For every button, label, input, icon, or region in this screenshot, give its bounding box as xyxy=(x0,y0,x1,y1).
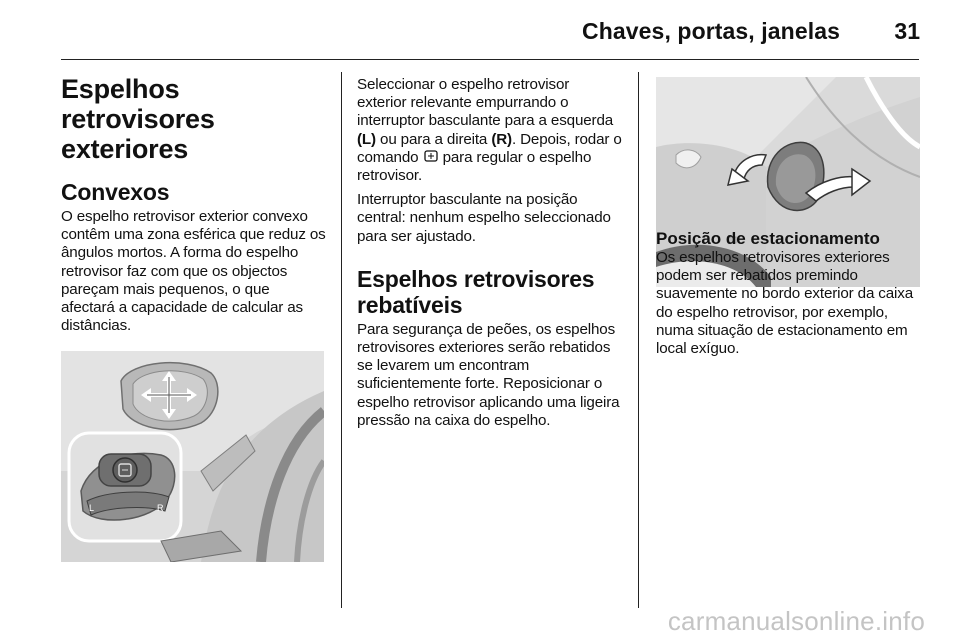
figure-mirror-switch-illustration xyxy=(61,351,324,562)
subtitle-convexos: Convexos xyxy=(61,179,170,205)
text-select-part1: Seleccionar o espelho retrovisor exterior relevante empurrando o interruptor basculante para a esquerda xyxy=(357,76,614,130)
column-divider-1 xyxy=(341,72,342,608)
paragraph-convexos: O espelho retrovisor exterior convexo contêm uma zona esférica que reduz os ângulos mortos. A forma do espelho retrovisor faz com que os objectos pareçam mais pequenos, o que afectará a capacidade de calcular as distâncias. xyxy=(61,208,326,335)
text-bold-r: (R) xyxy=(491,130,512,148)
paragraph-select-mirror xyxy=(357,76,622,185)
column-2 xyxy=(357,76,622,430)
switch-label-l: L xyxy=(89,503,95,513)
paragraph-central-position: Interruptor basculante na posição central: nenhum espelho seleccionado para ser ajustado. xyxy=(357,191,611,245)
switch-label-r: R xyxy=(157,503,164,513)
column-1 xyxy=(61,74,326,387)
header-title: Chaves, portas, janelas xyxy=(582,18,840,44)
column-3 xyxy=(656,229,920,358)
text-select-part4: para regular o espelho retrovisor. xyxy=(357,148,592,185)
subtitle-estacionamento: Posição de estacionamento xyxy=(656,229,880,248)
figure-mirror-switch xyxy=(61,351,324,562)
subtitle-rebativeis: Espelhos retrovisores rebatíveis xyxy=(357,265,595,318)
text-select-part2: ou para a direita xyxy=(375,130,492,148)
column-divider-2 xyxy=(638,72,639,608)
mirror-adjust-icon xyxy=(423,149,439,163)
paragraph-rebativeis: Para segurança de peões, os espelhos retrovisores exteriores serão rebatidos se levarem um encontram suficientemente forte. Reposicionar o espelho retrovisor aplicando uma ligeira pressão na caixa do espelho. xyxy=(357,320,620,429)
text-bold-l: (L) xyxy=(357,130,376,148)
section-title-mirrors: Espelhos retrovisores exteriores xyxy=(61,74,215,164)
header-rule xyxy=(61,59,919,60)
text-select-part3: . Depois, rodar o comando xyxy=(357,130,622,166)
page-number: 31 xyxy=(894,18,920,44)
paragraph-estacionamento: Os espelhos retrovisores exteriores podem ser rebatidos premindo suavemente no bordo exterior da caixa do espelho retrovisor, por exemplo, numa situação de estacionamento em local exíguo. xyxy=(656,249,914,358)
watermark: carmanualsonline.info xyxy=(667,606,925,636)
